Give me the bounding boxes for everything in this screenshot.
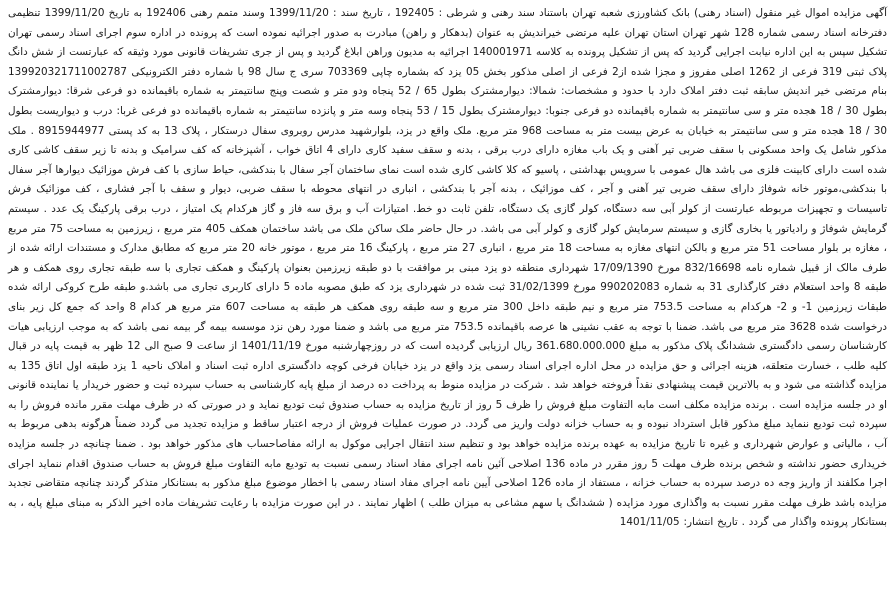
auction-notice-text: آگهی مزایده اموال غیر منقول (اسناد رهنی) بانک کشاورزی شعبه تهران باستناد سند رهنی و شرطی : 192405 ، تاریخ سند : 1399/11/20 وسند متمم رهنی 192406 به تاریخ 1399/11/20 تنظیمی دفترخانه اسناد رسمی شماره 128 شهر تهران استان تهران علیه مرتضی خیراندیش به عنوان (بدهکار و راهن) مبادرت به صدور اجرائیه نموده است که پرونده در اداره سوم اجرای اسناد رسمی تهران تشکیل سپس به این اداره نیابت اجرایی گردید که پس از تشکیل پرونده به کلاسه 140001971 اجرائیه به مدیون وراهن ابلاغ گردید و پس از جری تشریفات قانونی مورد وثیقه که عبارتست از شش دانگ پلاک ثبتی 319 فرعی از 1262 اصلی مفروز و مجزا شده از2 فرعی از اصلی مذکور بخش 05 یزد که بشماره چاپی 703369 سری ج سال 98 با شماره دفتر الکترونیکی 139920321711002787 بنام مرتضی خیر اندیش سابقه ثبت دفتر املاک دارد با حدود و مشخصات: شمالا: دیوارمشترک بطول 65 / 52 پنجاه ودو متر و شصت وپنج سانتیمتر به شماره باقیمانده دو فرعی شرقا: دیوارمشترک بطول 30 / 18 هجده متر و سی سانتیمتر به شماره باقیمانده دو فرعی جنوبا: دیوارمشترک بطول 15 / 53 پنجاه وسه متر و پانزده سانتیمتر به شماره باقیمانده دو فرعی غربا: درب و دیواریست بطول 30 / 18 هجده متر و سی سانتیمتر به خیابان به عرض بیست متر به مساحت 968 متر مربع. ملک واقع در یزد، بلوارشهید مدرس روبروی سفال درستکار ، پلاک 13 به کد پستی 8915944977 . ملک مذکور شامل یک واحد مسکونی با سقف ضربی تیر آهنی و یک باب مغازه دارای درب برقی ، بدنه و سقف سفید کاری دارای 4 اتاق خواب ، آشپزخانه که کف سرامیک و بدنه تا زیر سقف کاشی کاری شده است دارای کابینت فلزی می باشد هال عمومی با سرویس بهداشتی ، پاسیو که کلا کاشی کاری شده است نمای ساختمان آجر سفال با بندکشی، حیاط سازی با کف فرش موزائیک دیوارها آجر سفال با بندکشی،موتور خانه شوفاژ دارای سقف ضربی تیر آهنی و آجر ، کف موزائیک ، بدنه آجر با بندکشی ، انباری در انتهای محوطه با سقف ضربی، دیوار و سقف با آجر فشاری ، کف موزائیک فرش تاسیسات و تجهیزات مربوطه عبارتست از کولر آبی سه دستگاه، کولر گازی یک دستگاه، تلفن ثابت دو خط. امتیازات آب و برق سه فاز و گاز هرکدام یک امتیاز ، درب برقی پارکینگ یک عدد . سیستم گرمایش شوفاژ و رادیاتور یا بخاری گازی و سیستم سرمایش کولر گازی و کولر آبی می باشد. در حال حاضر ملک ساکن ملک می باشد ساختمان همکف 405 متر مربع ، زیرزمین به مساحت 75 متر مربع ، مغازه بر بلوار مساحت 51 متر مربع و بالکن انتهای مغازه به مساحت 18 متر مربع ، انباری 27 متر مربع ، پارکینگ 16 متر مربع ، موتور خانه 20 متر مربع که مطابق مدارک و مستندات ارائه شده از طرف مالک از قبیل شماره نامه 832/16698 مورخ 17/09/1390 شهرداری منطقه دو یزد مبنی بر موافقت با دو طبقه زیرزمین بعنوان پارکینگ و همکف تجاری با سه طبقه تجاری روی همکف و هر طبقه 8 واحد استعلام دفتر کارگذاری 31 به شماره 990202083 مورخ 31/02/1399 ثبت شده در شهرداری یزد که طبق مصوبه ماده 5 دارای کاربری تجاری می باشد.و طبقه طرح کروکی ارائه شده طبقات زیرزمین 1- و 2- هرکدام به مساحت 753.5 متر مربع و نیم طبقه داخل 300 متر مربع و سه طبقه روی همکف هر طبقه به مساحت 607 متر مربع هر کدام 8 واحد که جمع کل زیر بنای درخواست شده 3628 متر مربع می باشد. ضمنا با توجه به عقب نشینی ها عرصه باقیمانده 753.5 متر مربع می باشد و ضمنا مورد رهن نزد موسسه بیمه گر بیمه نمی باشد که به موجب ارزیابی هیات کارشناسان رسمی دادگستری ششدانگ پلاک مذکور به مبلغ 361.680.000.000 ریال ارزیابی گردیده است که در روزچهارشنبه مورخ 1401/11/19 از ساعت 9 صبح الی 12 ظهر به قیمت پایه در قبال کلیه طلب ، خسارت متعلقه، هزینه اجرائی و حق مزایده در محل اداره اجرای اسناد رسمی یزد واقع در یزد خیابان فرخی کوچه دادگستری اداره ثبت اسناد و املاک ناحیه 1 یزد طبقه اول اتاق 135 به مزایده گذاشته می شود و به بالاترین قیمت پیشنهادی نقداً فروخته خواهد شد . شرکت در مزایده منوط به پرداخت ده درصد از مبلغ پایه کارشناسی به حساب سپرده ثبت و حضور خریدار یا نماینده قانونی او در جلسه مزایده است . برنده مزایده مکلف است مابه التفاوت مبلغ فروش را ظرف 5 روز از تاریخ مزایده به حساب صندوق ثبت تودیع نماید و در صورتی که در ظرف مهلت مقرر مانده فروش را به سپرده ثبت تودیع ننماید مبلغ مذکور قابل استرداد نبوده و به حساب خزانه دولت واریز می گردد. در صورت عملیات فروش از درجه اعتبار ساقط و مزایده تجدید می گردد ضمناً هرگونه بدهی مربوط به آب ، مالیاتی و عوارض شهرداری و غیره تا تاریخ مزایده به عهده برنده مزایده خواهد بود و تنظیم سند انتقال اجرایی موکول به ارائه مفاصاحساب های مذکور خواهد بود . ضمنا چنانچه در جلسه مزایده خریداری حضور نداشته و شخص برنده ظرف مهلت 5 روز مقرر در ماده 136 اصلاحی آئین نامه اجرای مفاد اسناد رسمی نسبت به تودیع مابه التفاوت مبلغ فروش به حساب صندوق اقدام ننماید اجرای اجرا مکلفند از واریز وجه ده درصد سپرده به حساب خزانه ، مستفاد از ماده 126 اصلاحی آیین نامه اجرای مفاد اسناد رسمی با اخطار موضوع مبلغ مذکور به بستانکار متذکر گردند چنانچه متقاضی تجدید مزایده باشد ظرف مهلت مقرر نسبت به واگذاری مورد مزایده ( ششدانگ یا سهم مشاعی به میزان طلب ) اظهار نمایند . در این صورت مزایده با رعایت تشریفات ماده اخیر الذکر به مبنای مبلغ پایه ، به بستانکار پرونده واگذار می گردد . تاریخ انتشار: 1401/11/05	[8, 7, 888, 529]
